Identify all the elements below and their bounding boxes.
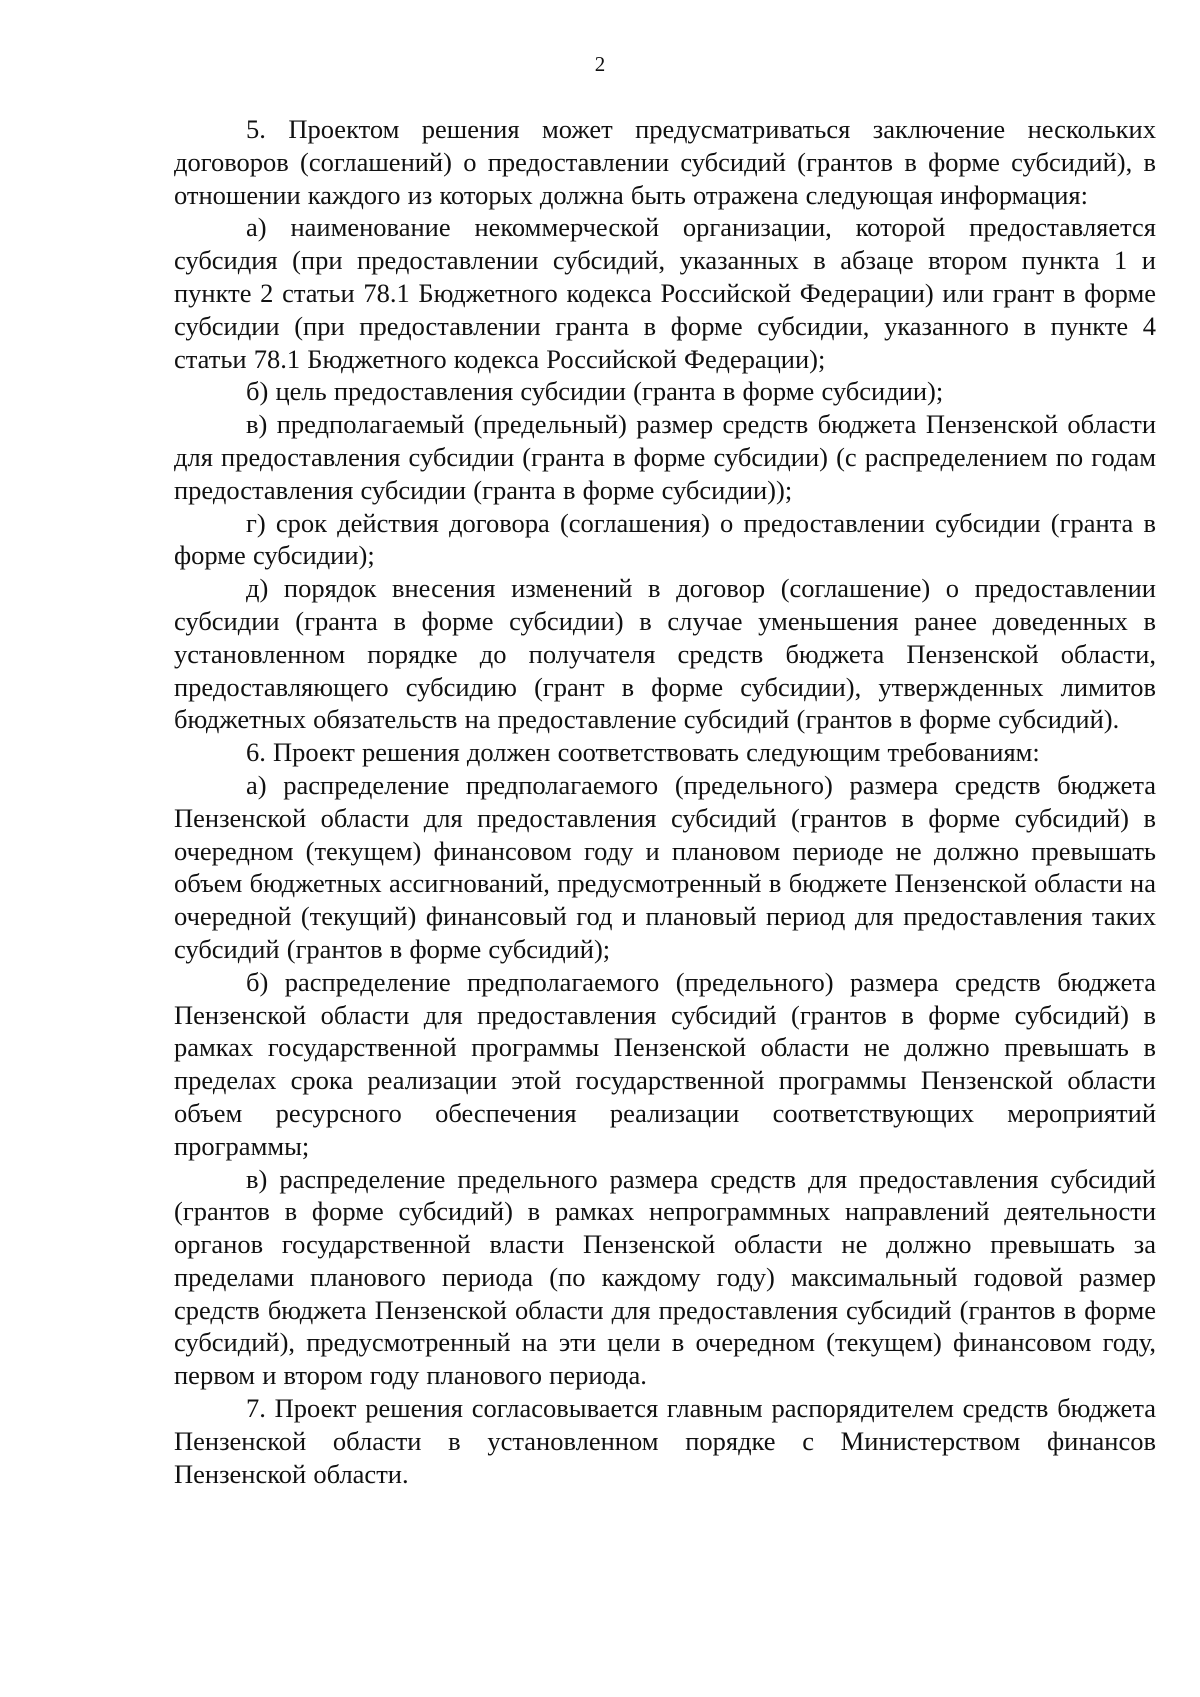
paragraph-6-item-a: а) распределение предполагаемого (предельного) размера средств бюджета Пензенской области для предоставления субсидий (грантов в форме субсидий) в очередном (текущем) финансовом году и плановом периоде не должно превышать объем бюджетных ассигнований, предусмотренный в бюджете Пензенской области на очередной (текущий) финансовый год и плановый период для предоставления таких субсидий (грантов в форме субсидий); xyxy=(174,769,1156,964)
paragraph-6-item-v: в) распределение предельного размера средств для предоставления субсидий (грантов в форме субсидий) в рамках непрограммных направлений деятельности органов государственной власти Пензенской области не должно превышать за пределами планового периода (по каждому году) максимальный годовой размер средств бюджета Пензенской области для предоставления субсидий (грантов в форме субсидий), предусмотренный на эти цели в очередном (текущем) финансовом году, первом и втором году планового периода. xyxy=(174,1163,1156,1391)
paragraph-7: 7. Проект решения согласовывается главным распорядителем средств бюджета Пензенской области в установленном порядке с Министерством финансов Пензенской области. xyxy=(174,1393,1156,1489)
paragraph-5: 5. Проектом решения может предусматриваться заключение нескольких договоров (соглашений) о предоставлении субсидий (грантов в форме субсидий), в отношении каждого из которых должна быть отражена следующая информация: xyxy=(174,114,1156,210)
paragraph-5-item-b: б) цель предоставления субсидии (гранта в форме субсидии); xyxy=(246,376,944,407)
paragraph-6-item-b: б) распределение предполагаемого (предельного) размера средств бюджета Пензенской области для предоставления субсидий (грантов в форме субсидий) в рамках государственной программы Пензенской области не должно превышать в пределах срока реализации этой государственной программы Пензенской области объем ресурсного обеспечения реализации соответствующих мероприятий программы; xyxy=(174,966,1156,1161)
paragraph-5-item-g: г) срок действия договора (соглашения) о предоставлении субсидии (гранта в форме субсидии); xyxy=(174,507,1156,571)
paragraph-5-item-d: д) порядок внесения изменений в договор (соглашение) о предоставлении субсидии (гранта в форме субсидии) в случае уменьшения ранее доведенных в установленном порядке до получателя средств бюджета Пензенской области, предоставляющего субсидию (грант в форме субсидии), утвержденных лимитов бюджетных обязательств на предоставление субсидий (грантов в форме субсидий). xyxy=(174,573,1156,735)
paragraph-5-item-a: а) наименование некоммерческой организации, которой предоставляется субсидия (при предоставлении субсидий, указанных в абзаце втором пункта 1 и пункте 2 статьи 78.1 Бюджетного кодекса Российской Федерации) или грант в форме субсидии (при предоставлении гранта в форме субсидии, указанного в пункте 4 статьи 78.1 Бюджетного кодекса Российской Федерации); xyxy=(174,212,1156,374)
document-body xyxy=(174,113,1156,1490)
paragraph-6: 6. Проект решения должен соответствовать следующим требованиям: xyxy=(246,737,1040,768)
page-number: 2 xyxy=(594,52,606,76)
paragraph-5-item-v: в) предполагаемый (предельный) размер средств бюджета Пензенской области для предоставления субсидии (гранта в форме субсидии) (с распределением по годам предоставления субсидии (гранта в форме субсидии)); xyxy=(174,409,1156,505)
